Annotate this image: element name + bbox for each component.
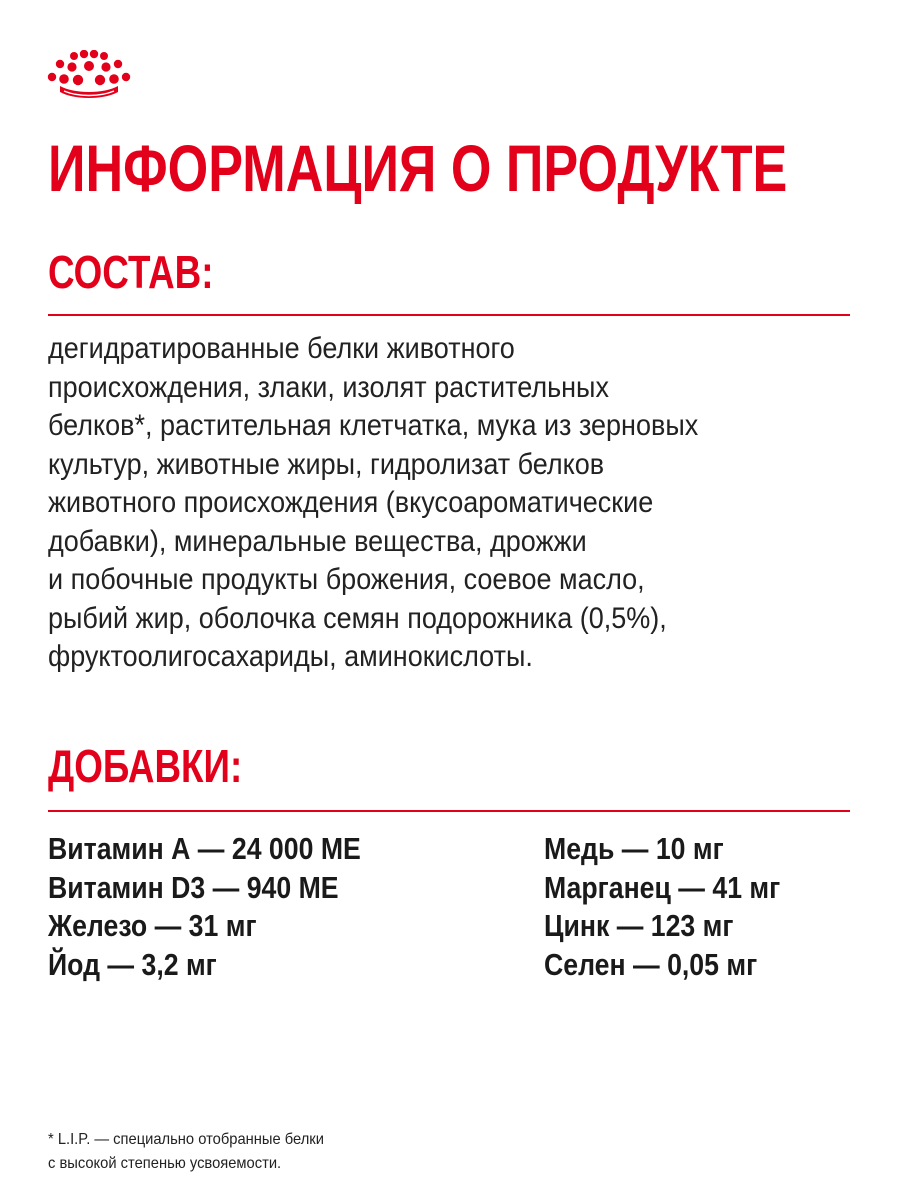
composition-line: добавки), минеральные вещества, дрожжи	[48, 524, 587, 558]
composition-line: фруктоолигосахариды, аминокислоты.	[48, 640, 533, 673]
composition-line: происхождения, злаки, изолят растительных	[48, 370, 609, 404]
section-divider	[48, 314, 850, 316]
composition-line: рыбий жир, оболочка семян подорожника (0,5%),	[48, 601, 667, 635]
additive-item: Селен — 0,05 мг	[544, 946, 758, 982]
additive-item: Витамин А — 24 000 МЕ	[48, 831, 361, 866]
composition-line: культур, животные жиры, гидролизат белков	[48, 447, 605, 481]
footnote	[48, 1128, 324, 1176]
footnote-line: с высокой степенью усвояемости.	[48, 1155, 282, 1172]
additive-item: Медь — 10 мг	[544, 831, 724, 866]
composition-line: и побочные продукты брожения, соевое масло,	[48, 563, 645, 596]
composition-line: дегидратированные белки животного	[48, 332, 515, 365]
composition-heading: СОСТАВ:	[48, 246, 214, 298]
composition-line: животного происхождения (вкусоароматические	[48, 486, 654, 519]
section-divider	[48, 810, 850, 812]
additives-heading: ДОБАВКИ:	[48, 740, 243, 792]
crown-icon	[46, 50, 136, 102]
page-title: ИНФОРМАЦИЯ О ПРОДУКТЕ	[48, 131, 788, 205]
additive-item: Витамин D3 — 940 МЕ	[48, 869, 339, 905]
additives-list-left	[48, 830, 412, 984]
additive-item: Цинк — 123 мг	[544, 908, 734, 943]
additive-item: Марганец — 41 мг	[544, 869, 781, 905]
additives-list-right	[544, 830, 819, 984]
footnote-line: * L.I.P. — специально отобранные белки	[48, 1131, 324, 1148]
composition-line: белков*, растительная клетчатка, мука из зерновых	[48, 409, 699, 442]
composition-text	[48, 330, 863, 677]
additive-item: Йод — 3,2 мг	[48, 946, 217, 982]
additive-item: Железо — 31 мг	[48, 908, 257, 943]
